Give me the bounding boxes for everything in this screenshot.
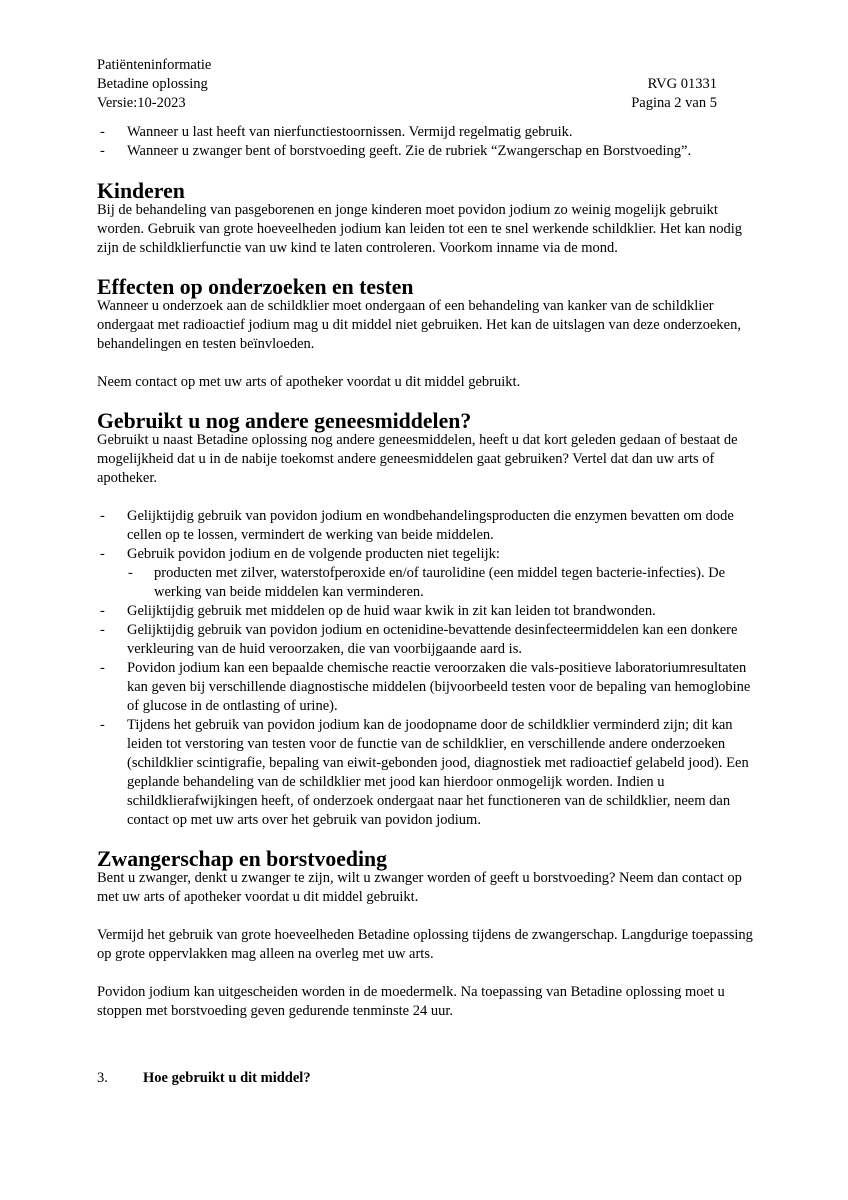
list-item-text: Gelijktijdig gebruik van povidon jodium en wondbehandelingsproducten die enzymen bevatten om dode cellen op te lossen, vermindert de werking van beide middelen. — [127, 508, 734, 543]
header-product-name: Betadine oplossing — [97, 76, 208, 92]
list-item-text — [127, 545, 756, 602]
list-item-text: Gelijktijdig gebruik van povidon jodium en octenidine-bevattende desinfecteermiddelen kan een donkere verkleuring van de huid veroorzaken, die van voorbijgaande aard is. — [127, 622, 738, 657]
list-item — [97, 621, 756, 659]
chapter-heading — [97, 1069, 756, 1088]
header-line — [97, 75, 756, 94]
header-rvg-number: RVG 01331 — [647, 76, 717, 92]
header-version: Versie:10-2023 — [97, 95, 186, 111]
paragraph-zwangerschap-3: Povidon jodium kan uitgescheiden worden in de moedermelk. Na toepassing van Betadine oplossing moet u stoppen met borstvoeding geven gedurende tenminste 24 uur. — [97, 984, 725, 1019]
list-item — [97, 507, 756, 545]
list-item — [97, 142, 756, 161]
list-item-lead: Gebruik povidon jodium en de volgende producten niet tegelijk: — [127, 546, 500, 562]
bullet-dash: - — [100, 717, 105, 733]
intro-bullet-list — [97, 123, 756, 161]
section-heading-geneesmiddelen: Gebruikt u nog andere geneesmiddelen? — [97, 409, 472, 433]
paragraph-contact-note: Neem contact op met uw arts of apotheker voordat u dit middel gebruikt. — [97, 374, 521, 390]
header-doc-type: Patiënteninformatie — [97, 57, 212, 73]
list-item-text: Tijdens het gebruik van povidon jodium kan de joodopname door de schildklier verminderd zijn; dit kan leiden tot verstoring van testen voor de functie van de schildklier, en verschillende andere onderzoeken (schildklier scintigrafie, bepaling van eiwit-gebonden jood, diagnostiek met radioactief gelabeld jood). Een geplande behandeling van de schildklier met jood kan hierdoor onmogelijk worden. Indien u schildklierafwijkingen heeft, of onderzoek ondergaat naar het functioneren van de schildklier, neem dan contact op met uw arts over het gebruik van povidon jodium. — [127, 717, 749, 828]
sub-list-item — [127, 564, 756, 602]
list-item-text: Gelijktijdig gebruik met middelen op de huid waar kwik in zit kan leiden tot brandwonden. — [127, 603, 656, 619]
chapter-title: Hoe gebruikt u dit middel? — [143, 1070, 311, 1086]
list-item-text: Wanneer u zwanger bent of borstvoeding geeft. Zie de rubriek “Zwangerschap en Borstvoeding”. — [127, 143, 692, 159]
paragraph-geneesmiddelen-intro: Gebruikt u naast Betadine oplossing nog andere geneesmiddelen, heeft u dat kort geleden gedaan of bestaat de mogelijkheid dat u in de nabije toekomst andere geneesmiddelen gaat gebruiken? Vertel dat dan uw arts of apotheker. — [97, 432, 738, 486]
interaction-list — [97, 507, 756, 830]
list-item — [97, 123, 756, 142]
section-heading-zwangerschap: Zwangerschap en borstvoeding — [97, 847, 388, 871]
bullet-dash: - — [100, 508, 105, 524]
paragraph-zwangerschap-2: Vermijd het gebruik van grote hoeveelheden Betadine oplossing tijdens de zwangerschap. Langdurige toepassing op grote oppervlakken mag alleen na overleg met uw arts. — [97, 927, 753, 962]
list-item — [97, 659, 756, 716]
bullet-dash: - — [128, 565, 133, 581]
bullet-dash: - — [100, 124, 105, 140]
paragraph-effecten: Wanneer u onderzoek aan de schildklier moet ondergaan of een behandeling van kanker van de schildklier ondergaat met radioactief jodium mag u dit middel niet gebruiken. Het kan de uitslagen van deze onderzoeken, behandelingen en testen beïnvloeden. — [97, 298, 741, 352]
header-page-number: Pagina 2 van 5 — [631, 95, 717, 111]
bullet-dash: - — [100, 603, 105, 619]
section-heading-effecten: Effecten op onderzoeken en testen — [97, 275, 414, 299]
paragraph-kinderen: Bij de behandeling van pasgeborenen en jonge kinderen moet povidon jodium zo weinig mogelijk gebruikt worden. Gebruik van grote hoeveelheden jodium kan leiden tot een te snel werkende schildklier. Het kan nodig zijn de schildklierfunctie van uw kind te laten controleren. Voorkom inname via de mond. — [97, 202, 743, 256]
bullet-dash: - — [100, 143, 105, 159]
paragraph-zwangerschap-1: Bent u zwanger, denkt u zwanger te zijn, wilt u zwanger worden of geeft u borstvoeding? Neem dan contact op met uw arts of apotheker voordat u dit middel gebruikt. — [97, 870, 742, 905]
header-line — [97, 94, 756, 113]
bullet-dash: - — [100, 546, 105, 562]
list-item — [97, 545, 756, 602]
list-item-text: Povidon jodium kan een bepaalde chemische reactie veroorzaken die vals-positieve laboratoriumresultaten kan geven bij verschillende diagnostische middelen (bijvoorbeeld testen voor de bepaling van hemoglobine of glucose in de ontlasting of urine). — [127, 660, 751, 714]
list-item-text: Wanneer u last heeft van nierfunctiestoornissen. Vermijd regelmatig gebruik. — [127, 124, 573, 140]
bullet-dash: - — [100, 660, 105, 676]
list-item — [97, 716, 756, 830]
sub-list-item-text: producten met zilver, waterstofperoxide en/of taurolidine (een middel tegen bacterie-infecties). De werking van beide middelen kan verminderen. — [154, 565, 726, 600]
bullet-dash: - — [100, 622, 105, 638]
document-header — [97, 56, 756, 113]
list-item — [97, 602, 756, 621]
section-heading-kinderen: Kinderen — [97, 179, 185, 203]
header-line — [97, 56, 756, 75]
chapter-number: 3. — [97, 1070, 108, 1086]
